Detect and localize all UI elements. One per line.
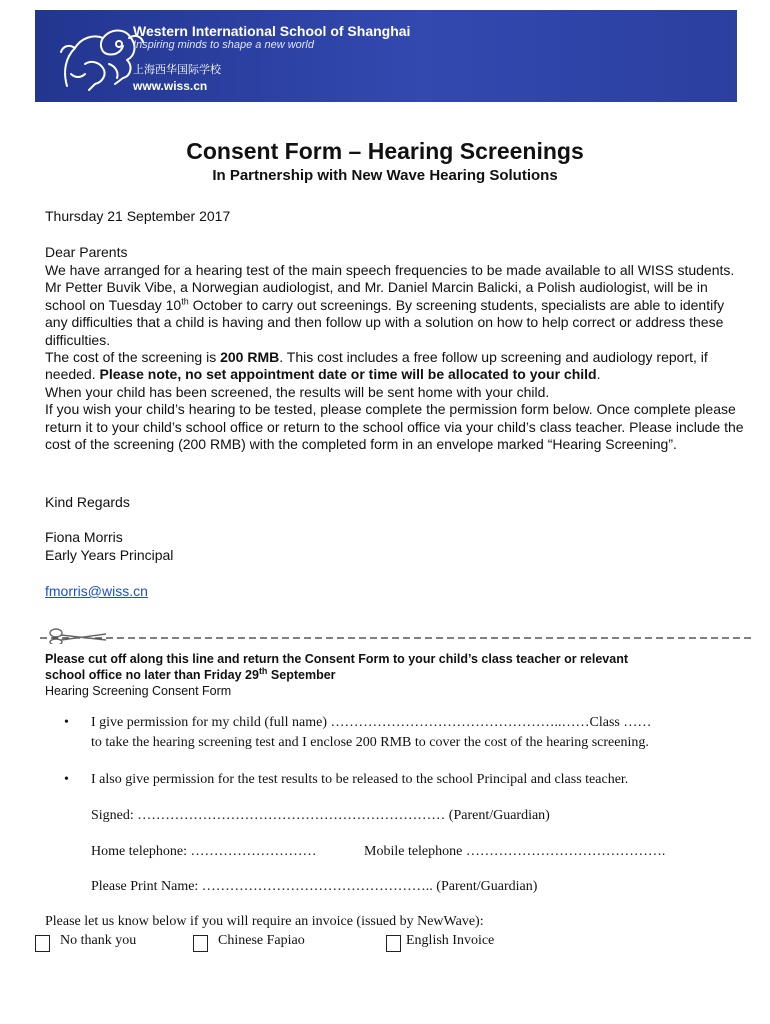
results-release-permission: I also give permission for the test results to be released to the school Principal and class teacher. xyxy=(91,772,629,787)
mobile-telephone-field[interactable]: Mobile telephone ……………………………………. xyxy=(364,844,666,859)
invoice-option-no-thanks-label: No thank you xyxy=(60,933,137,948)
appointment-note: Please note, no set appointment date or time will be allocated to your child xyxy=(99,366,597,383)
invoice-option-english-invoice-label: English Invoice xyxy=(406,933,495,948)
letter-paragraph-1: We have arranged for a hearing test of the main speech frequencies to be made available to all WISS students. Mr Petter Buvik Vibe, a Norwegian audiologist, and Mr. Daniel Marcin Balicki, a Polish audiologist, will be in school on Tuesday 10th October to carry out screenings. By screening students, specialists are able to identify any difficulties that a child is having and then follow up with a solution on how to help correct or address these difficulties. xyxy=(45,262,735,348)
consent-form-label: Hearing Screening Consent Form xyxy=(45,684,232,698)
home-telephone-field[interactable]: Home telephone: ……………………… xyxy=(91,844,317,859)
school-website: www.wiss.cn xyxy=(133,79,208,93)
signer-title: Early Years Principal xyxy=(45,547,174,563)
letter-paragraph-2: The cost of the screening is 200 RMB. This cost includes a free follow up screening and audiology report, if needed. Please note, no set appointment date or time will be allocated to your child. xyxy=(45,349,708,383)
school-name: Western International School of Shanghai xyxy=(133,23,411,39)
scissors-icon xyxy=(50,629,106,644)
bullet-1: • xyxy=(64,715,69,730)
signer-name: Fiona Morris xyxy=(45,529,123,545)
school-name-chinese: 上海西华国际学校 xyxy=(133,64,221,76)
invoice-option-chinese-fapiao-checkbox[interactable] xyxy=(193,935,208,952)
cutoff-instructions: Please cut off along this line and return the Consent Form to your child’s class teacher or relevant school office no later than Friday 29th September xyxy=(45,652,629,682)
signer-email-link[interactable]: fmorris@wiss.cn xyxy=(45,583,148,599)
page-subtitle: In Partnership with New Wave Hearing Solutions xyxy=(212,167,558,184)
page-title: Consent Form – Hearing Screenings xyxy=(186,138,584,164)
school-tagline: Inspiring minds to shape a new world xyxy=(133,39,314,51)
bullet-2: • xyxy=(64,772,69,787)
invoice-prompt: Please let us know below if you will require an invoice (issued by NewWave): xyxy=(45,914,484,929)
school-header-banner xyxy=(35,10,737,102)
letter-date: Thursday 21 September 2017 xyxy=(45,208,231,224)
letter-paragraph-3: When your child has been screened, the results will be sent home with your child. xyxy=(45,383,550,400)
letter-paragraph-4: If you wish your child’s hearing to be tested, please complete the permission form below. Once complete please return it to your child’s school office or return to the school office via your child’s class teacher. Please include the cost of the screening (200 RMB) with the completed form in an envelope marked “Hearing Screening”. xyxy=(45,401,744,453)
permission-fee-line: to take the hearing screening test and I enclose 200 RMB to cover the cost of the hearing screening. xyxy=(91,735,649,750)
permission-child-name-line[interactable]: I give permission for my child (full name) …………………………………………..……Class …… xyxy=(91,715,652,730)
invoice-option-no-thanks-checkbox[interactable] xyxy=(35,935,50,952)
letter-salutation: Dear Parents xyxy=(45,244,128,260)
letter-body xyxy=(45,262,745,453)
parent-signature-line[interactable]: Signed: ………………………………………………………… (Parent/Guardian) xyxy=(91,808,550,823)
letter-closing: Kind Regards xyxy=(45,494,130,510)
invoice-option-english-invoice-checkbox[interactable] xyxy=(386,935,401,952)
print-name-field[interactable]: Please Print Name: ………………………………………….. (Parent/Guardian) xyxy=(91,879,538,894)
invoice-option-chinese-fapiao-label: Chinese Fapiao xyxy=(218,933,305,948)
cut-line xyxy=(40,628,755,644)
